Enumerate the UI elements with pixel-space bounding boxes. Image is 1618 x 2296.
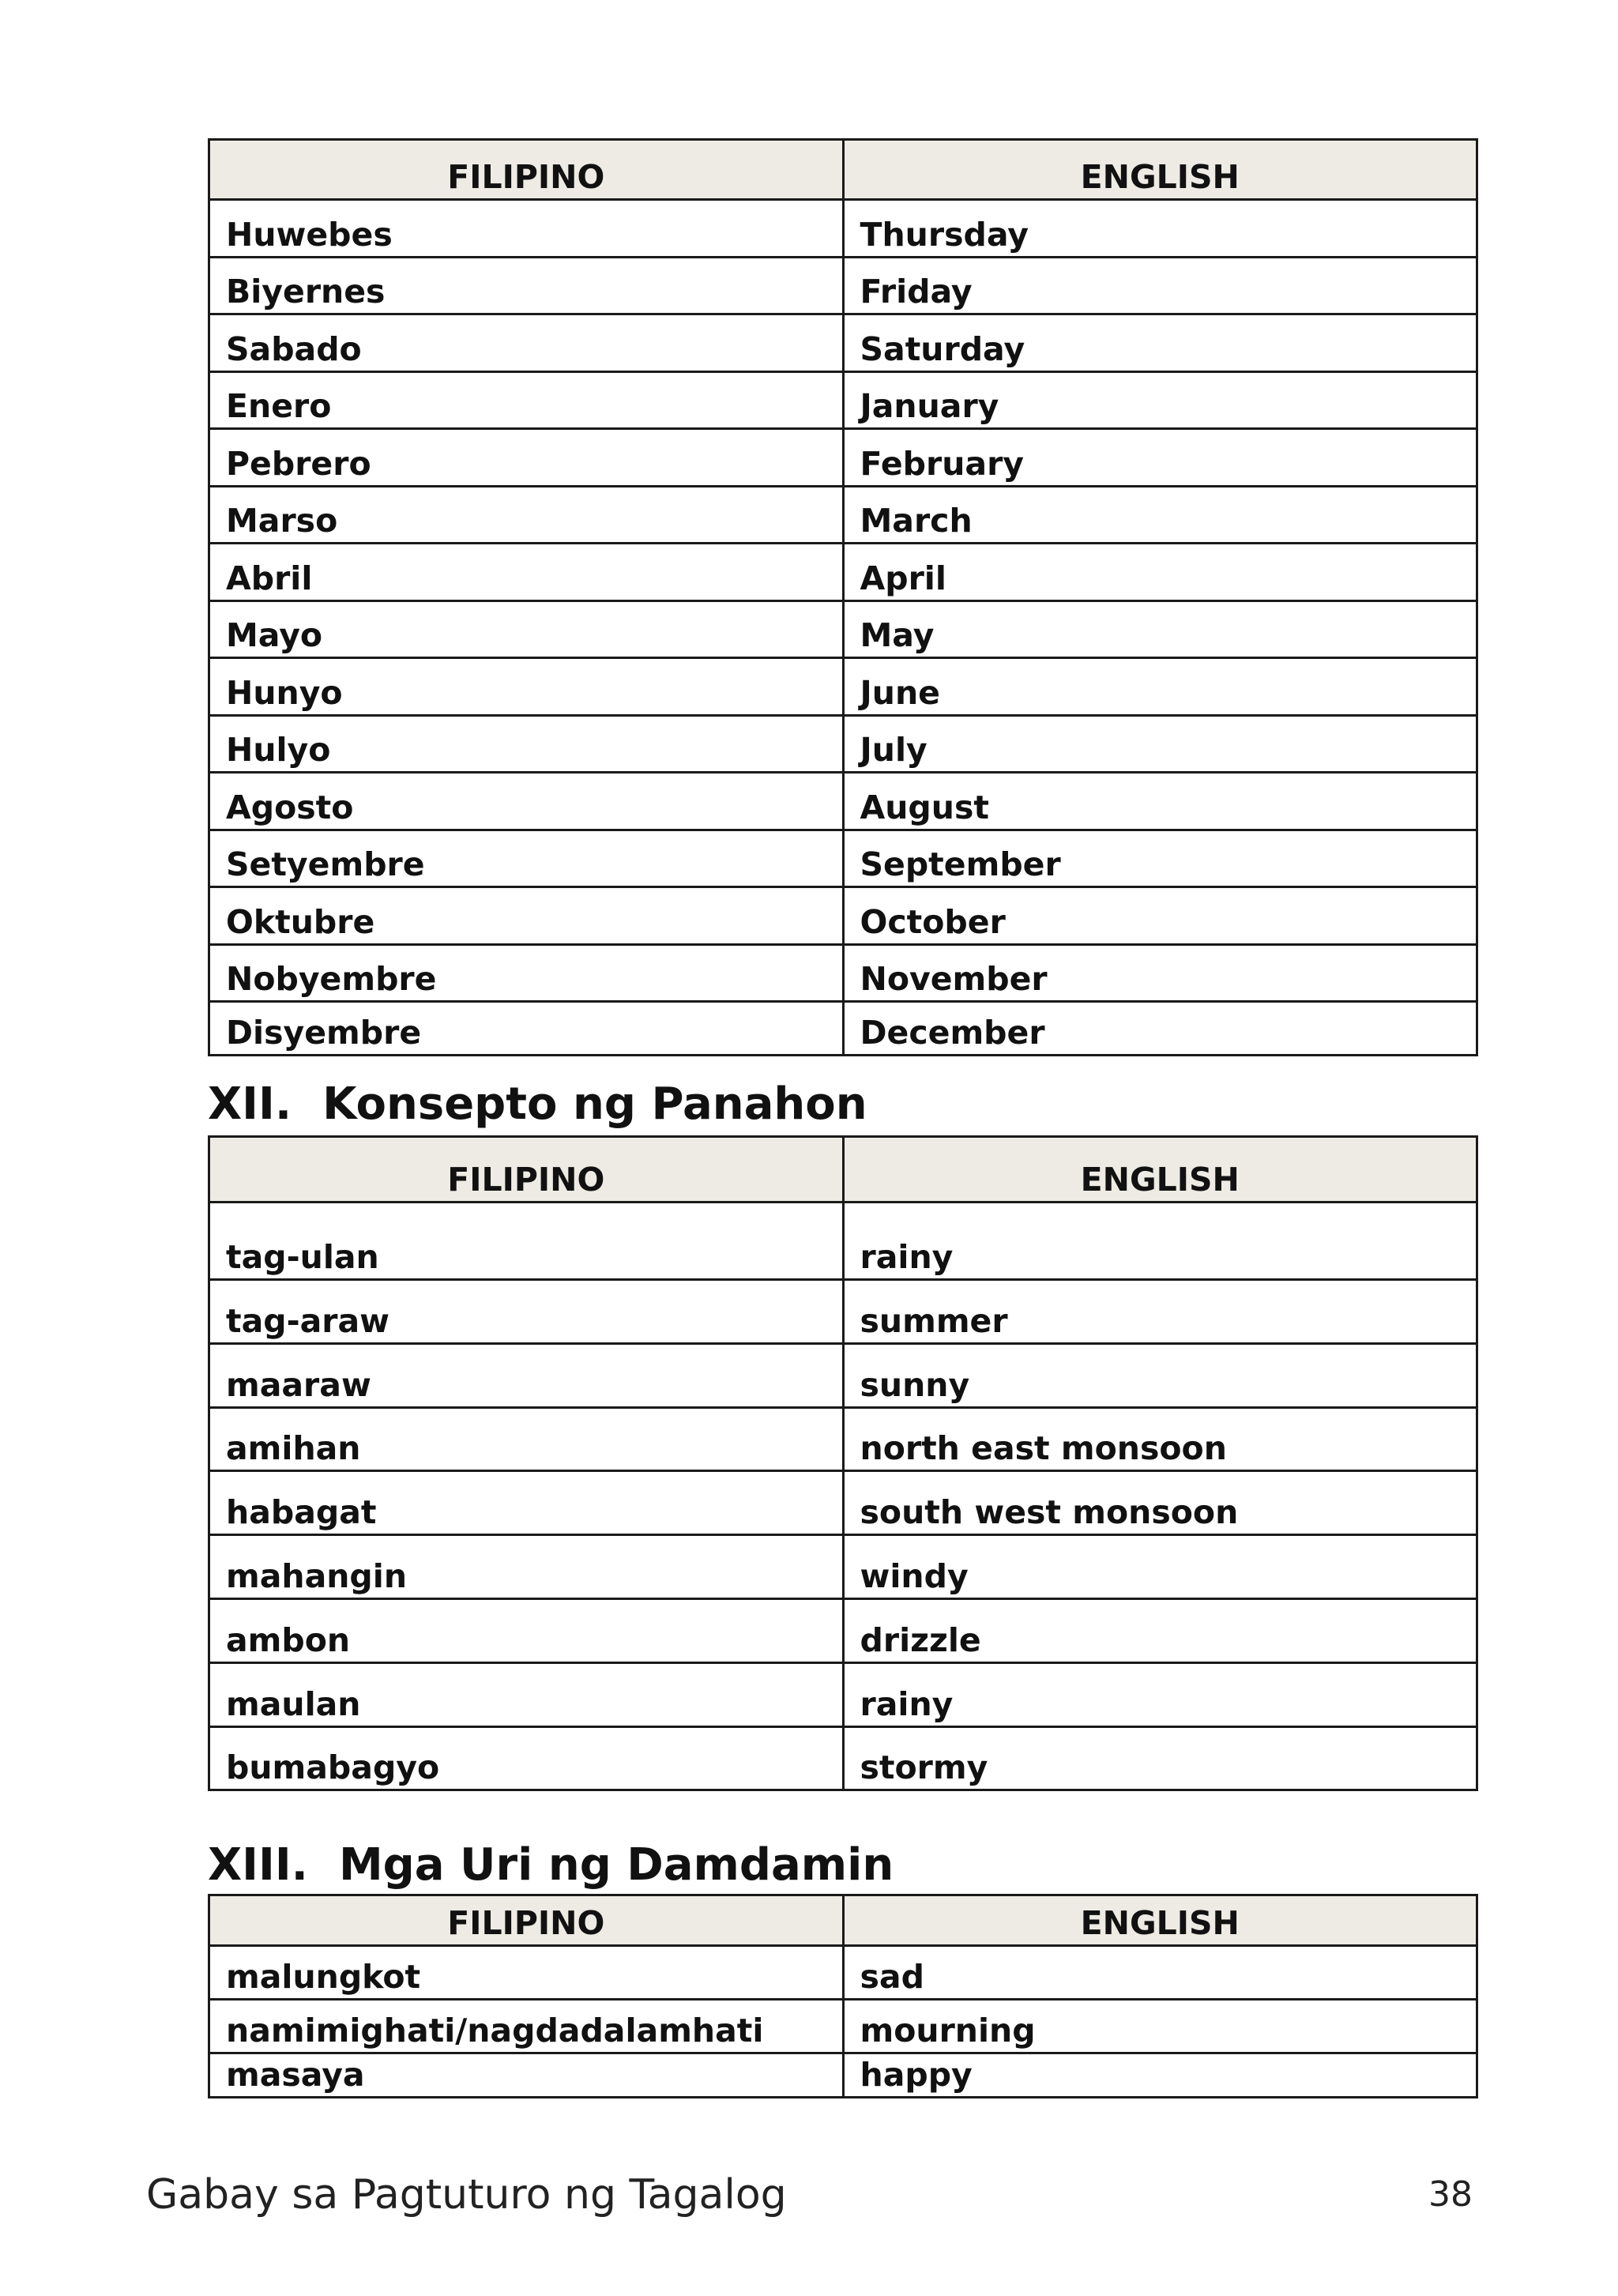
column-header-filipino: FILIPINO	[209, 1895, 844, 1946]
english-cell: south west monsoon	[843, 1471, 1477, 1535]
filipino-cell: amihan	[209, 1407, 844, 1471]
footer-book-title: Gabay sa Pagtuturo ng Tagalog	[146, 2171, 787, 2219]
filipino-cell: maaraw	[209, 1343, 844, 1407]
column-header-english: ENGLISH	[843, 1895, 1477, 1946]
english-cell: mourning	[843, 2000, 1477, 2053]
table-header-row	[209, 1895, 1477, 1946]
table-row	[209, 1407, 1477, 1471]
filipino-cell: Mayo	[209, 600, 844, 658]
filipino-cell: tag-araw	[209, 1280, 844, 1344]
filipino-cell: Hulyo	[209, 715, 844, 773]
english-cell: March	[843, 486, 1477, 544]
filipino-cell: namimighati/nagdadalamhati	[209, 2000, 844, 2053]
table-row	[209, 1280, 1477, 1344]
english-cell: sad	[843, 1946, 1477, 2000]
english-cell: May	[843, 600, 1477, 658]
table-row	[209, 257, 1477, 314]
english-cell: November	[843, 944, 1477, 1002]
page-number: 38	[1428, 2174, 1473, 2215]
english-cell: drizzle	[843, 1598, 1477, 1662]
table-row	[209, 2053, 1477, 2098]
english-cell: July	[843, 715, 1477, 773]
filipino-cell: tag-ulan	[209, 1203, 844, 1280]
filipino-cell: habagat	[209, 1471, 844, 1535]
filipino-cell: maulan	[209, 1662, 844, 1726]
column-header-english: ENGLISH	[843, 140, 1477, 200]
months-days-table	[208, 138, 1478, 1056]
english-cell: windy	[843, 1535, 1477, 1599]
section-heading-weather: XII. Konsepto ng Panahon	[208, 1078, 867, 1130]
column-header-filipino: FILIPINO	[209, 1137, 844, 1203]
filipino-cell: masaya	[209, 2053, 844, 2098]
table-row	[209, 944, 1477, 1002]
table-row	[209, 600, 1477, 658]
section-heading-feelings: XIII. Mga Uri ng Damdamin	[208, 1839, 894, 1891]
table-row	[209, 773, 1477, 830]
table-header-row	[209, 140, 1477, 200]
filipino-cell: Sabado	[209, 314, 844, 372]
column-header-english: ENGLISH	[843, 1137, 1477, 1203]
table-row	[209, 314, 1477, 372]
english-cell: Friday	[843, 257, 1477, 314]
english-cell: rainy	[843, 1662, 1477, 1726]
english-cell: summer	[843, 1280, 1477, 1344]
table-row	[209, 1598, 1477, 1662]
table-row	[209, 715, 1477, 773]
english-cell: rainy	[843, 1203, 1477, 1280]
table-row	[209, 1662, 1477, 1726]
table-row	[209, 371, 1477, 429]
filipino-cell: Biyernes	[209, 257, 844, 314]
table-header-row	[209, 1137, 1477, 1203]
weather-table	[208, 1135, 1478, 1791]
table-row	[209, 2000, 1477, 2053]
english-cell: August	[843, 773, 1477, 830]
english-cell: April	[843, 544, 1477, 601]
filipino-cell: Enero	[209, 371, 844, 429]
filipino-cell: bumabagyo	[209, 1726, 844, 1790]
filipino-cell: malungkot	[209, 1946, 844, 2000]
filipino-cell: Huwebes	[209, 200, 844, 258]
table-row	[209, 658, 1477, 716]
english-cell: stormy	[843, 1726, 1477, 1790]
table-row	[209, 1002, 1477, 1056]
table-row	[209, 1946, 1477, 2000]
english-cell: sunny	[843, 1343, 1477, 1407]
english-cell: September	[843, 830, 1477, 887]
filipino-cell: ambon	[209, 1598, 844, 1662]
filipino-cell: Marso	[209, 486, 844, 544]
column-header-filipino: FILIPINO	[209, 140, 844, 200]
feelings-table	[208, 1894, 1478, 2098]
filipino-cell: Hunyo	[209, 658, 844, 716]
table-row	[209, 887, 1477, 945]
filipino-cell: Disyembre	[209, 1002, 844, 1056]
english-cell: north east monsoon	[843, 1407, 1477, 1471]
english-cell: October	[843, 887, 1477, 945]
filipino-cell: Oktubre	[209, 887, 844, 945]
english-cell: happy	[843, 2053, 1477, 2098]
english-cell: June	[843, 658, 1477, 716]
filipino-cell: Pebrero	[209, 429, 844, 487]
table-row	[209, 200, 1477, 258]
filipino-cell: mahangin	[209, 1535, 844, 1599]
table-row	[209, 544, 1477, 601]
table-row	[209, 486, 1477, 544]
table-row	[209, 429, 1477, 487]
table-row	[209, 1343, 1477, 1407]
filipino-cell: Agosto	[209, 773, 844, 830]
english-cell: Saturday	[843, 314, 1477, 372]
table-row	[209, 830, 1477, 887]
filipino-cell: Setyembre	[209, 830, 844, 887]
english-cell: February	[843, 429, 1477, 487]
table-row	[209, 1203, 1477, 1280]
english-cell: December	[843, 1002, 1477, 1056]
table-row	[209, 1726, 1477, 1790]
filipino-cell: Nobyembre	[209, 944, 844, 1002]
table-row	[209, 1471, 1477, 1535]
table-row	[209, 1535, 1477, 1599]
english-cell: January	[843, 371, 1477, 429]
english-cell: Thursday	[843, 200, 1477, 258]
filipino-cell: Abril	[209, 544, 844, 601]
